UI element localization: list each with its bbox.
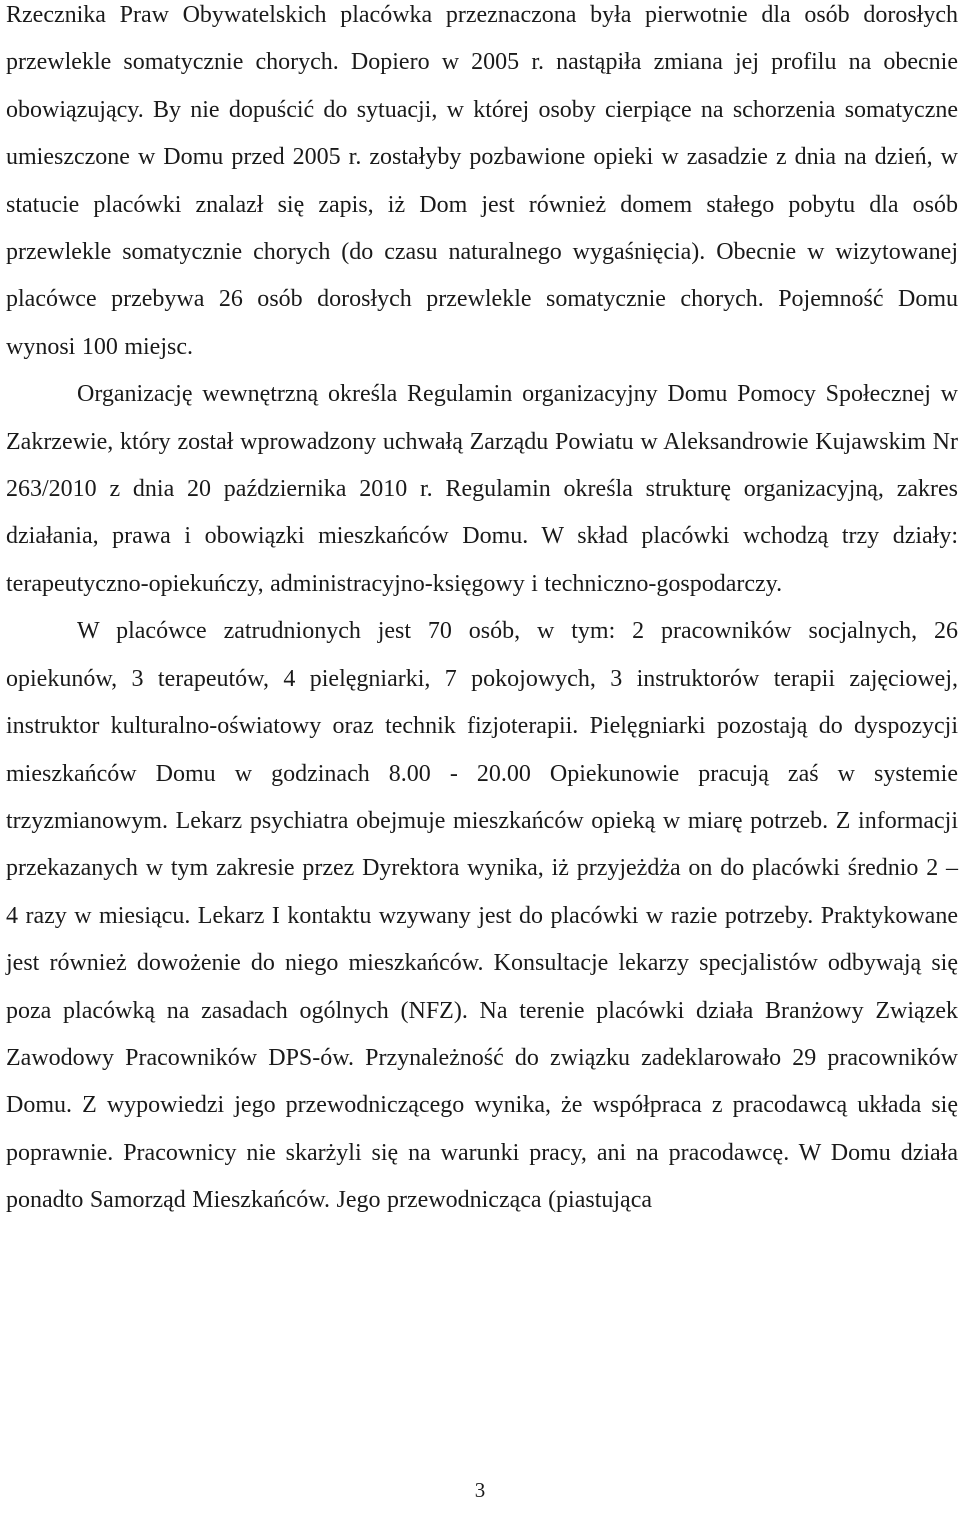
paragraph-3: W placówce zatrudnionych jest 70 osób, w tym: 2 pracowników socjalnych, 26 opiekunów, 3 terapeutów, 4 pielęgniarki, 7 pokojowych, 3 instruktorów terapii zajęciowej, instruktor kulturalno-oświatowy oraz technik fizjoterapii. Pielęgniarki pozostają do dyspozycji mieszkańców Domu w godzinach 8.00 - 20.00 Opiekunowie pracują zaś w systemie trzyzmianowym. Lekarz psychiatra obejmuje mieszkańców opieką w miarę potrzeb. Z informacji przekazanych w tym zakresie przez Dyrektora wynika, iż przyjeżdża on do placówki średnio 2 – 4 razy w miesiącu. Lekarz I kontaktu wzywany jest do placówki w razie potrzeby. Praktykowane jest również dowożenie do niego mieszkańców. Konsultacje lekarzy specjalistów odbywają się poza placówką na zasadach ogólnych (NFZ). Na terenie placówki działa Branżowy Związek Zawodowy Pracowników DPS-ów. Przynależność do związku zadeklarowało 29 pracowników Domu. Z wypowiedzi jego przewodniczącego wynika, że współpraca z pracodawcą układa się poprawnie. Pracownicy nie skarżyli się na warunki pracy, ani na pracodawcę. W Domu działa ponadto Samorząd Mieszkańców. Jego przewodnicząca (piastująca bbox=[6, 618, 958, 1214]
document-body bbox=[6, 0, 958, 1225]
paragraph-1: Rzecznika Praw Obywatelskich placówka przeznaczona była pierwotnie dla osób dorosłych przewlekle somatycznie chorych. Dopiero w 2005 r. nastąpiła zmiana jej profilu na obecnie obowiązujący. By nie dopuścić do sytuacji, w której osoby cierpiące na schorzenia somatyczne umieszczone w Domu przed 2005 r. zostałyby pozbawione opieki w zasadzie z dnia na dzień, w statucie placówki znalazł się zapis, iż Dom jest również domem stałego pobytu dla osób przewlekle somatycznie chorych (do czasu naturalnego wygaśnięcia). Obecnie w wizytowanej placówce przebywa 26 osób dorosłych przewlekle somatycznie chorych. Pojemność Domu wynosi 100 miejsc. bbox=[6, 2, 958, 360]
paragraph-2: Organizację wewnętrzną określa Regulamin organizacyjny Domu Pomocy Społecznej w Zakrzewie, który został wprowadzony uchwałą Zarządu Powiatu w Aleksandrowie Kujawskim Nr 263/2010 z dnia 20 października 2010 r. Regulamin określa strukturę organizacyjną, zakres działania, prawa i obowiązki mieszkańców Domu. W skład placówki wchodzą trzy działy: terapeutyczno-opiekuńczy, administracyjno-księgowy i techniczno-gospodarczy. bbox=[6, 381, 958, 597]
page-number: 3 bbox=[474, 1478, 486, 1502]
